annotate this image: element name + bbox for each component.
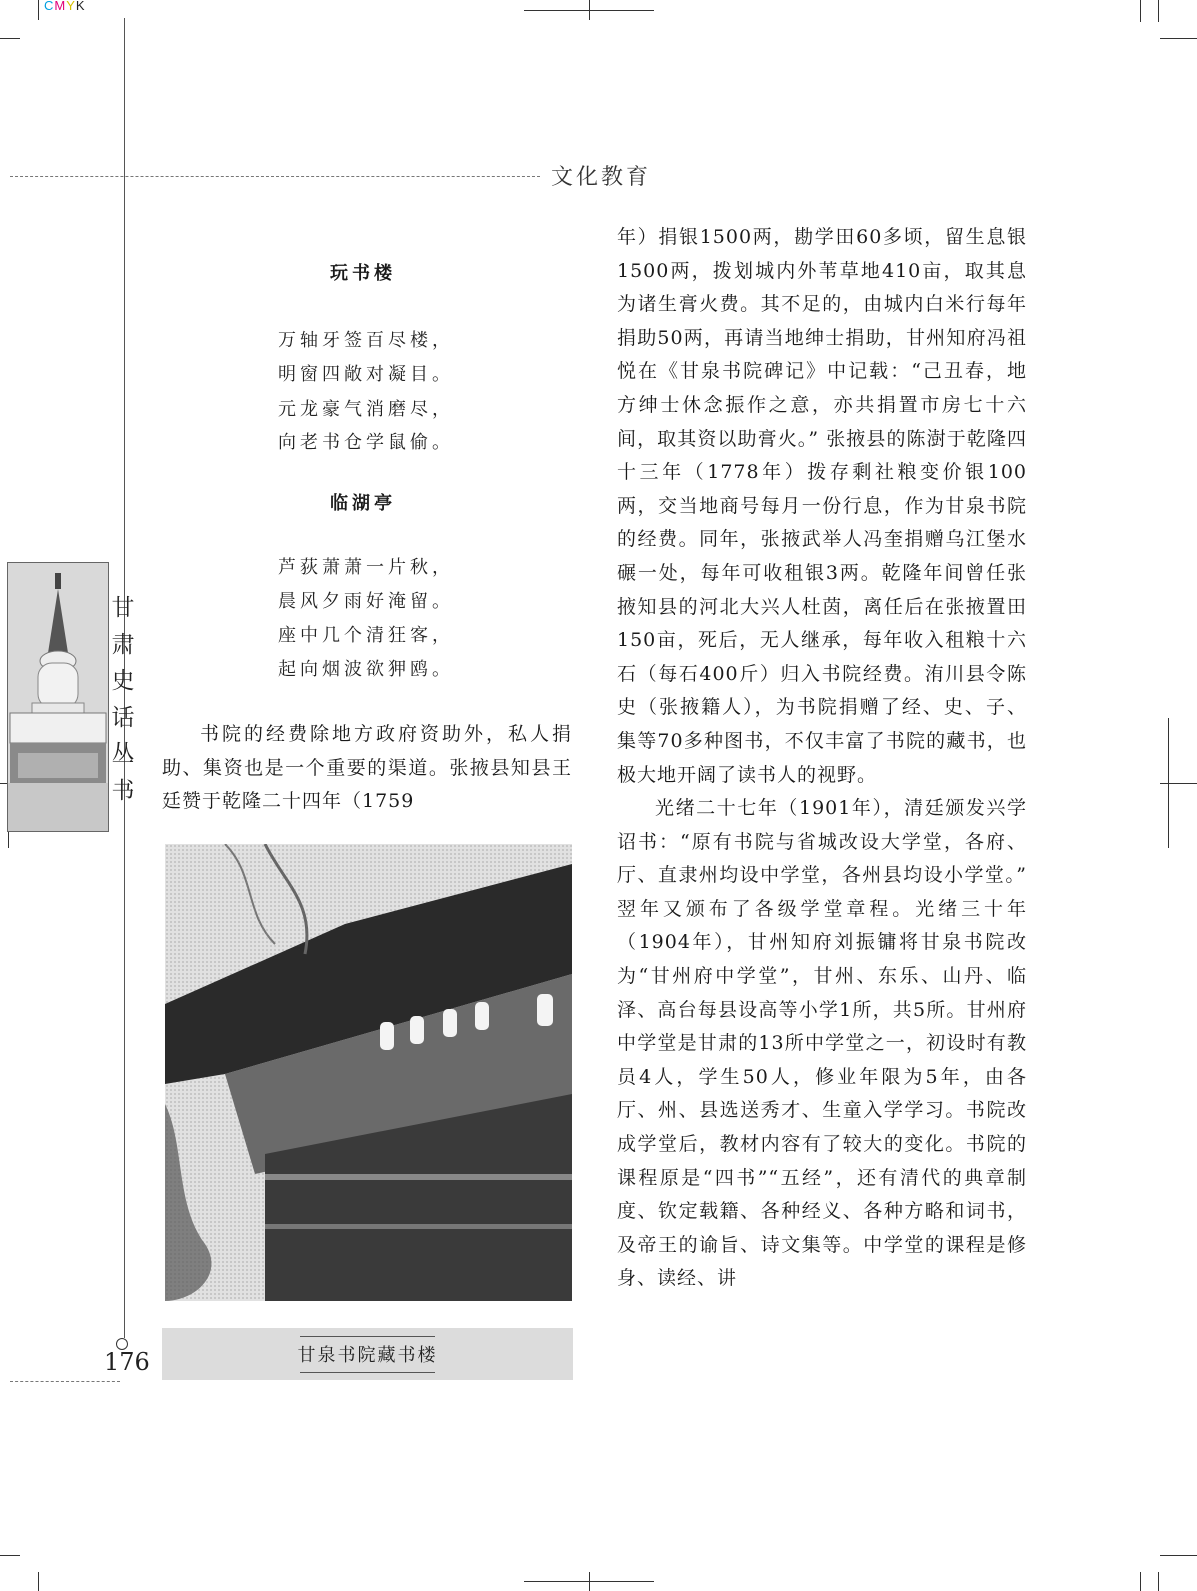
crop-mark (589, 1572, 590, 1591)
crop-mark (1160, 1555, 1197, 1556)
crop-mark (38, 1572, 39, 1591)
poem-line: 明窗四敞对凝目。 (278, 364, 454, 385)
crop-mark (1158, 1572, 1159, 1591)
figure-caption: 甘泉书院藏书楼 (297, 1345, 438, 1366)
poem-line: 晨风夕雨好淹留。 (278, 591, 454, 612)
caption-rule (300, 1336, 435, 1337)
caption-rule (300, 1372, 435, 1373)
poem-line: 万轴牙签百尽楼， (278, 330, 454, 351)
right-column-text (617, 221, 1027, 1296)
crop-mark (1158, 0, 1159, 22)
library-building-photo (165, 844, 572, 1301)
pagoda-thumbnail (7, 562, 109, 832)
paragraph: 光绪二十七年（1901年），清廷颁发兴学诏书：“原有书院与省城改设大学堂，各府、厅、直隶州均设中学堂，各州县均设小学堂。” 翌年又颁布了各级学堂章程。光绪三十年（1904年），甘州知府刘振镛将甘泉书院改为“甘州府中学堂”，甘州、东乐、山丹、临泽、高台每县设高等小学1所，共5所。甘州府中学堂是甘肃的13所中学堂之一，初设时有教员4人，学生50人，修业年限为5年，由各厅、州、县选送秀才、生童入学学习。书院改成学堂后，教材内容有了较大的变化。书院的课程原是“四书”“五经”，还有清代的典章制度、钦定载籍、各种经义、各种方略和词书，及帝王的谕旨、诗文集等。中学堂的课程是修身、读经、讲 (617, 797, 1027, 1290)
crop-mark (1140, 1572, 1141, 1591)
section-title: 文化教育 (551, 165, 652, 190)
cmyk-color-bar: CMYK (44, 0, 86, 13)
poem-title: 玩书楼 (330, 263, 396, 284)
poem-line: 元龙豪气消磨尽， (278, 399, 454, 420)
poem-title: 临湖亭 (330, 493, 396, 514)
poem-line: 起向烟波欲狎鸥。 (278, 659, 454, 680)
crop-mark (1140, 0, 1141, 22)
crop-mark (0, 38, 20, 39)
footer-dashed-rule (10, 1381, 120, 1382)
figure-caption-box (162, 1328, 573, 1380)
crop-mark (589, 0, 590, 20)
poem-line: 向老书仓学鼠偷。 (278, 432, 454, 453)
crop-mark (0, 1555, 20, 1556)
book-series-title: 甘 肃 史 话 丛 书 (111, 595, 135, 804)
poem-line: 芦荻萧萧一片秋， (278, 557, 454, 578)
paragraph: 年）捐银1500两，勘学田60多顷，留生息银1500两，拨划城内外苇草地410亩，取其息为诸生膏火费。其不足的，由城内白米行每年捐助50两，再请当地绅士捐助，甘州知府冯祖悦在《甘泉书院碑记》中记载：“己丑春，地方绅士休念振作之意，亦共捐置市房七十六间，取其资以助膏火。” 张掖县的陈澍于乾隆四十三年（1778年）拨存剩社粮变价银100两，交当地商号每月一份行息，作为甘泉书院的经费。同年，张掖武举人冯奎捐赠乌江堡水碾一处，每年可收租银3两。乾隆年间曾任张掖知县的河北大兴人杜茵，离任后在张掖置田150亩，死后，无人继承，每年收入租粮十六石（每石400斤）归入书院经费。洧川县令陈史（张掖籍人），为书院捐赠了经、史、子、集等70多种图书，不仅丰富了书院的藏书，也极大地开阔了读书人的视野。 (617, 226, 1027, 786)
left-column-text (162, 718, 572, 819)
poem-line: 座中几个清狂客， (278, 625, 454, 646)
header-dashed-rule (10, 176, 540, 177)
page-number: 176 (104, 1348, 150, 1376)
crop-mark (1168, 718, 1169, 848)
crop-mark (38, 0, 39, 20)
crop-mark (1160, 38, 1197, 39)
paragraph: 书院的经费除地方政府资助外，私人捐助、集资也是一个重要的渠道。张掖县知县王廷赞于乾隆二十四年（1759 (162, 723, 572, 813)
crop-mark (1160, 783, 1197, 784)
